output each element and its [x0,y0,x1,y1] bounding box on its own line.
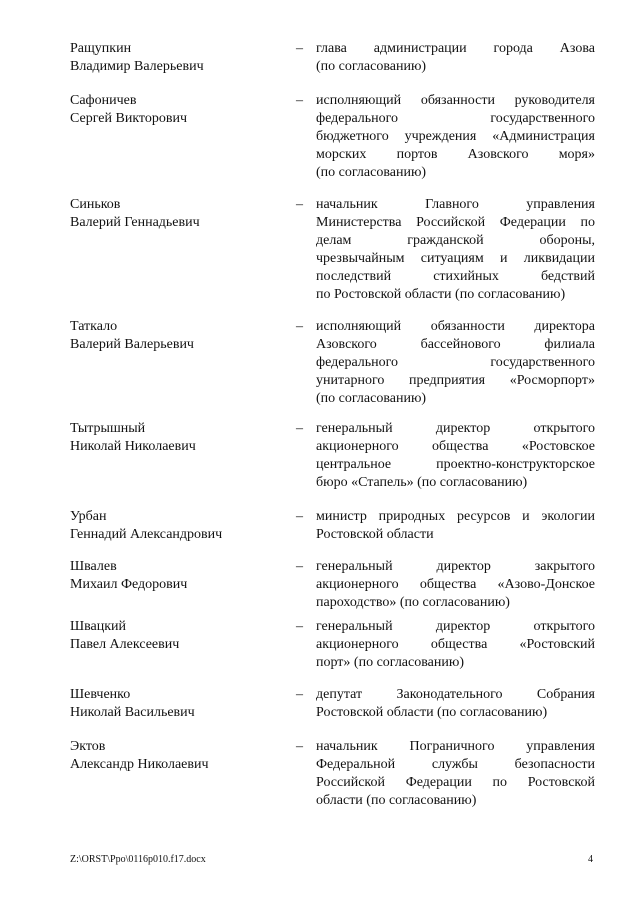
member-surname: Сафоничев [70,93,137,108]
dash-separator: – [296,739,303,754]
member-name [70,686,285,722]
position-line: по Ростовской области (по согласованию) [316,287,566,302]
position-line: (по согласованию) [316,165,427,180]
member-given-names: Михаил Федорович [70,577,188,592]
member-name [70,738,285,774]
position-line: депутат Законодательного Собрания [316,687,595,702]
footer-file-path: Z:\ORST\Ppo\0116p010.f17.docx [70,854,206,865]
member-given-names: Павел Алексеевич [70,637,180,652]
position-line: генеральный директор открытого [316,421,595,436]
position-line: порт» (по согласованию) [316,655,464,670]
position-line: Федеральной службы безопасности [316,757,595,772]
footer-page-number: 4 [588,854,593,865]
member-name [70,618,285,654]
position-line: министр природных ресурсов и экологии [316,509,595,524]
member-surname: Урбан [70,509,107,524]
position-line: делам гражданской обороны, [316,233,595,248]
position-line: чрезвычайным ситуациям и ликвидации [316,251,595,266]
member-position [316,738,595,810]
position-line: федерального государственного [316,111,595,126]
member-surname: Ращупкин [70,41,132,56]
dash-separator: – [296,559,303,574]
position-line: исполняющий обязанности директора [316,319,595,334]
dash-separator: – [296,41,303,56]
position-line: акционерного общества «Азово-Донское [316,577,595,592]
position-line: генеральный директор открытого [316,619,595,634]
member-name [70,92,285,128]
member-given-names: Валерий Валерьевич [70,337,194,352]
member-name [70,196,285,232]
member-given-names: Николай Васильевич [70,705,195,720]
member-name [70,40,285,76]
position-line: акционерного общества «Ростовский [316,637,595,652]
member-given-names: Владимир Валерьевич [70,59,204,74]
member-position [316,618,595,672]
position-line: исполняющий обязанности руководителя [316,93,595,108]
position-line: пароходство» (по согласованию) [316,595,510,610]
position-line: унитарного предприятия «Росморпорт» [316,373,595,388]
member-position [316,318,595,408]
member-name [70,420,285,456]
position-line: начальник Пограничного управления [316,739,595,754]
position-line: генеральный директор закрытого [316,559,595,574]
member-position [316,558,595,612]
position-line: центральное проектно-конструкторское [316,457,595,472]
position-line: Ростовской области [316,527,434,542]
member-surname: Шевченко [70,687,131,702]
member-name [70,508,285,544]
member-position [316,196,595,304]
position-line: Российской Федерации по Ростовской [316,775,595,790]
member-given-names: Геннадий Александрович [70,527,223,542]
member-position [316,686,595,722]
member-position [316,92,595,182]
dash-separator: – [296,509,303,524]
position-line: морских портов Азовского моря» [316,147,595,162]
position-line: глава администрации города Азова [316,41,595,56]
member-name [70,318,285,354]
member-surname: Швалев [70,559,117,574]
member-surname: Синьков [70,197,121,212]
position-line: последствий стихийных бедствий [316,269,595,284]
member-given-names: Александр Николаевич [70,757,209,772]
member-surname: Швацкий [70,619,127,634]
position-line: Министерства Российской Федерации по [316,215,595,230]
dash-separator: – [296,319,303,334]
member-given-names: Валерий Геннадьевич [70,215,200,230]
dash-separator: – [296,687,303,702]
member-surname: Эктов [70,739,106,754]
dash-separator: – [296,619,303,634]
position-line: бюро «Стапель» (по согласованию) [316,475,528,490]
position-line: федерального государственного [316,355,595,370]
position-line: Азовского бассейнового филиала [316,337,595,352]
dash-separator: – [296,93,303,108]
dash-separator: – [296,197,303,212]
member-given-names: Николай Николаевич [70,439,196,454]
position-line: (по согласованию) [316,391,427,406]
position-line: начальник Главного управления [316,197,595,212]
member-surname: Таткало [70,319,118,334]
member-position [316,40,595,76]
position-line: (по согласованию) [316,59,427,74]
member-position [316,420,595,492]
position-line: области (по согласованию) [316,793,477,808]
dash-separator: – [296,421,303,436]
member-surname: Тытрышный [70,421,146,436]
member-name [70,558,285,594]
position-line: бюджетного учреждения «Администрация [316,129,595,144]
position-line: акционерного общества «Ростовское [316,439,595,454]
member-given-names: Сергей Викторович [70,111,188,126]
member-position [316,508,595,544]
position-line: Ростовской области (по согласованию) [316,705,548,720]
